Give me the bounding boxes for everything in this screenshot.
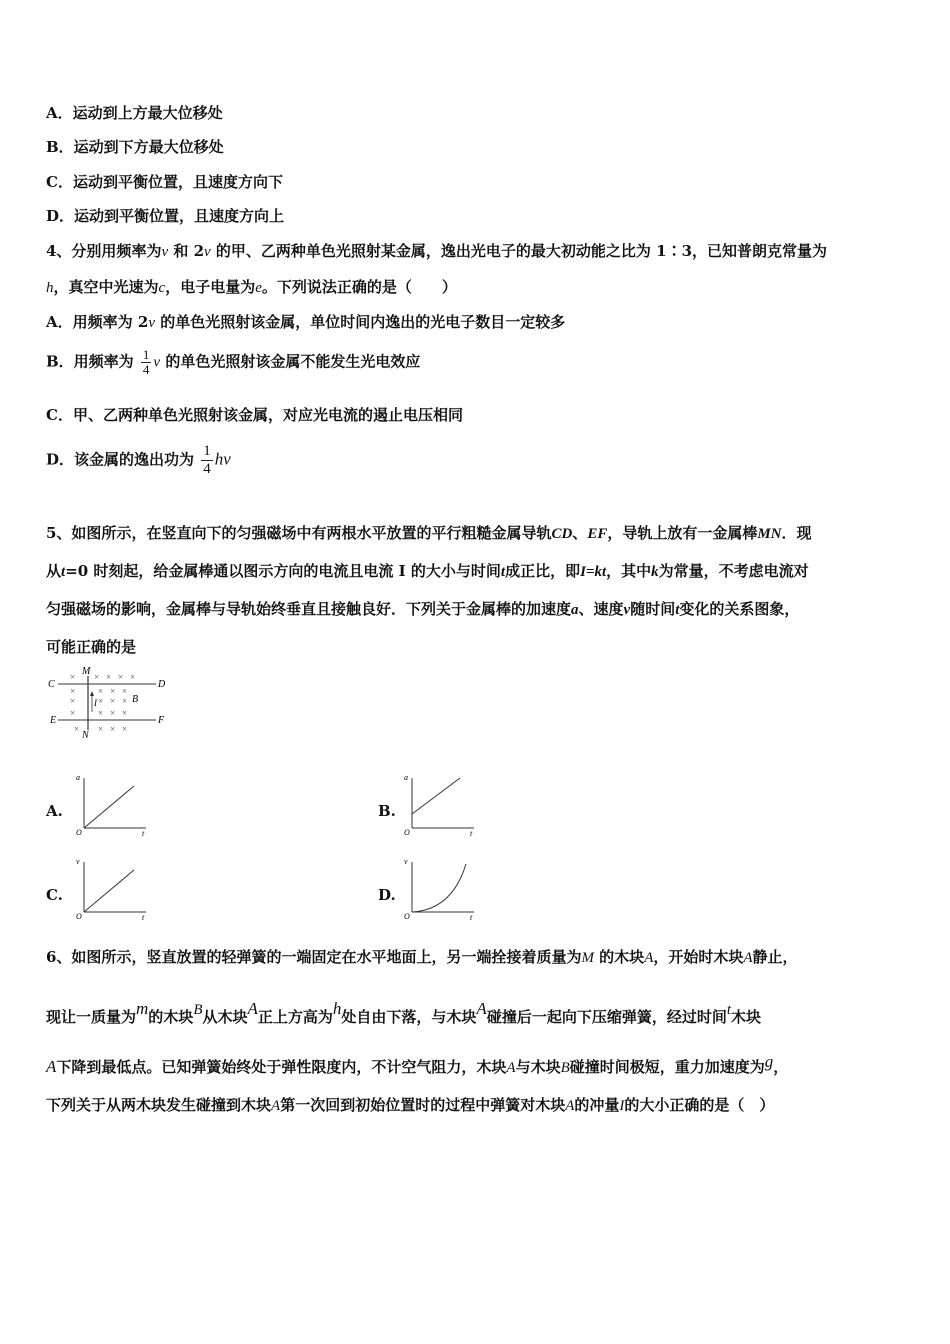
q4-option-c: C．甲、乙两种单色光照射该金属，对应光电流的遏止电压相同 — [46, 406, 463, 424]
q4-stem-line1: 4、分别用频率为v 和 2v 的甲、乙两种单色光照射某金属，逸出光电子的最大初动能之比为 1∶3，已知普朗克常量为 — [46, 242, 828, 260]
q4-stem-line2: h，真空中光速为c，电子电量为e。下列说法正确的是（ ） — [46, 278, 457, 296]
q5-graph-d — [400, 856, 480, 922]
svg-text:×: × — [118, 672, 124, 682]
rail-circuit-figure — [46, 664, 176, 742]
svg-text:×: × — [110, 696, 116, 706]
y-axis-label: a — [76, 773, 80, 782]
origin-label: O — [404, 828, 410, 837]
label-C: C — [48, 679, 55, 690]
q5-graph-a — [72, 772, 152, 838]
q4-option-a: A．用频率为 2v 的单色光照射该金属，单位时间内逸出的光电子数目一定较多 — [46, 313, 566, 331]
q4-option-b: B．用频率为 $\frac{1}{4}$ ν 的单色光照射该金属不能发生光电效应 — [46, 347, 421, 377]
current-arrow-head — [90, 691, 94, 696]
label-N: N — [82, 730, 89, 741]
q5-stem-line4: 可能正确的是 — [46, 638, 137, 656]
label-B: B — [132, 694, 139, 705]
svg-text:×: × — [70, 708, 76, 718]
q5-graph-b — [400, 772, 480, 838]
svg-text:×: × — [110, 724, 116, 734]
q6-stem-line1: 6、如图所示，竖直放置的轻弹簧的一端固定在水平地面上，另一端拴接着质量为M 的木块A，开始时木块A静止， — [46, 948, 798, 966]
svg-text:×: × — [130, 672, 136, 682]
x-axis-label: t — [142, 913, 145, 922]
graph-curve — [412, 864, 466, 912]
x-axis-label: t — [470, 829, 473, 838]
q5-option-a-label: A. — [46, 802, 63, 820]
label-I: I — [94, 698, 97, 708]
x-axis-label: t — [470, 913, 473, 922]
q3-option-a: A．运动到上方最大位移处 — [46, 104, 223, 122]
q3-option-d: D．运动到平衡位置，且速度方向上 — [46, 207, 285, 225]
q5-stem-line1: 5、如图所示，在竖直向下的匀强磁场中有两根水平放置的平行粗糙金属导轨CD、EF，导轨上放有一金属棒MN．现 — [46, 524, 812, 542]
svg-text:×: × — [98, 724, 104, 734]
q5-stem-line2: 从t=0 时刻起，给金属棒通以图示方向的电流且电流 I 的大小与时间t成正比，即I=kt，其中k为常量，不考虑电流对 — [46, 562, 809, 580]
graph-curve — [84, 870, 134, 912]
label-D: D — [158, 679, 166, 690]
svg-text:×: × — [70, 696, 76, 706]
q5-option-b-label: B. — [378, 802, 396, 820]
q6-stem-line3: A下降到最低点。已知弹簧始终处于弹性限度内，不计空气阻力，木块A与木块B碰撞时间极短，重力加速度为g， — [46, 1052, 789, 1076]
origin-label: O — [404, 912, 410, 921]
q3-option-c: C．运动到平衡位置，且速度方向下 — [46, 173, 283, 191]
q4-option-d: D．该金属的逸出功为 $\frac{1}{4}$ hν — [46, 443, 231, 477]
q5-stem-line3: 匀强磁场的影响，金属棒与导轨始终垂直且接触良好．下列关于金属棒的加速度a、速度v随时间t变化的关系图象， — [46, 600, 800, 618]
q3-option-b: B．运动到下方最大位移处 — [46, 138, 224, 156]
label-M: M — [82, 666, 91, 677]
fraction-quarter: $\frac{1}{4}$ — [142, 347, 150, 377]
svg-text:×: × — [110, 686, 116, 696]
graph-curve — [84, 786, 134, 828]
q5-option-c-label: C. — [46, 886, 63, 904]
svg-text:×: × — [74, 724, 80, 734]
y-axis-label: a — [404, 773, 408, 782]
label-F: F — [158, 715, 165, 726]
svg-text:×: × — [110, 708, 116, 718]
svg-text:×: × — [70, 672, 76, 682]
y-axis-label: v — [76, 857, 80, 866]
svg-text:×: × — [94, 672, 100, 682]
origin-label: O — [76, 828, 82, 837]
svg-text:×: × — [98, 696, 104, 706]
origin-label: O — [76, 912, 82, 921]
q5-option-d-label: D. — [378, 886, 396, 904]
x-axis-label: t — [142, 829, 145, 838]
q5-graph-c — [72, 856, 152, 922]
y-axis-label: v — [404, 857, 408, 866]
svg-text:×: × — [98, 708, 104, 718]
fraction-quarter-d: $\frac{1}{4}$ — [203, 443, 211, 477]
graph-curve — [412, 778, 460, 814]
svg-text:×: × — [106, 672, 112, 682]
svg-text:×: × — [122, 686, 128, 696]
svg-text:×: × — [122, 708, 128, 718]
label-E: E — [50, 715, 57, 726]
svg-text:×: × — [122, 696, 128, 706]
svg-text:×: × — [98, 686, 104, 696]
q6-stem-line2: 现让一质量为m的木块B从木块A正上方高为h处自由下落，与木块A碰撞后一起向下压缩弹簧，经过时间t木块 — [46, 999, 762, 1026]
q6-stem-line4: 下列关于从两木块发生碰撞到木块A第一次回到初始位置时的过程中弹簧对木块A的冲量I的大小正确的是（ ） — [46, 1096, 775, 1114]
svg-text:×: × — [70, 686, 76, 696]
magnetic-field-crosses — [70, 672, 135, 734]
svg-text:×: × — [122, 724, 128, 734]
